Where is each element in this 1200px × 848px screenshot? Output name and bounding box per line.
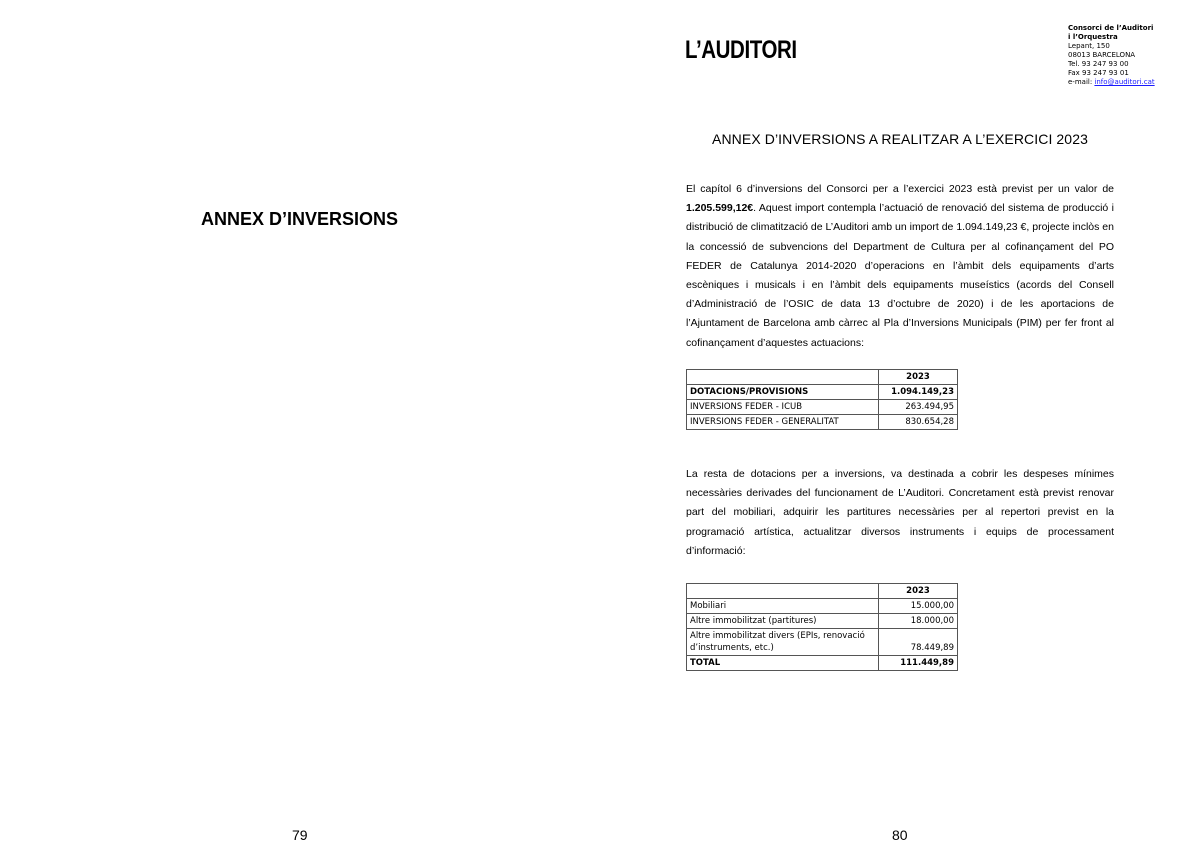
row-label: TOTAL xyxy=(687,656,879,671)
row-value: 263.494,95 xyxy=(879,400,958,415)
document-heading: ANNEX D’INVERSIONS A REALITZAR A L’EXERCICI 2023 xyxy=(712,131,1088,147)
email-label: e-mail: xyxy=(1068,78,1095,86)
row-value: 18.000,00 xyxy=(879,614,958,629)
total-amount: 1.205.599,12€ xyxy=(686,202,754,215)
row-label: INVERSIONS FEDER - GENERALITAT xyxy=(687,415,879,430)
paragraph-capital-investment xyxy=(686,180,1114,353)
paragraph-remaining-investments: La resta de dotacions per a inversions, va destinada a cobrir les despeses mínimes necessàries derivades del funcionament de L’Auditori. Concretament està previst renovar part del mobiliari, adquirir les partitures necessàries per al repertori previst en la programació artística, actualitzar diversos instruments i equips de processament d’informació: xyxy=(686,468,1114,557)
table-header-row xyxy=(687,370,958,385)
table-row xyxy=(687,629,958,656)
table-row xyxy=(687,415,958,430)
row-label: INVERSIONS FEDER - ICUB xyxy=(687,400,879,415)
contact-block xyxy=(1068,24,1155,87)
table-header-cell xyxy=(687,370,879,385)
table-row xyxy=(687,614,958,629)
row-label: Mobiliari xyxy=(687,599,879,614)
row-value: 15.000,00 xyxy=(879,599,958,614)
fax: Fax 93 247 93 01 xyxy=(1068,69,1129,77)
row-label: DOTACIONS/PROVISIONS xyxy=(687,385,879,400)
page-number-right: 80 xyxy=(892,827,908,843)
paragraph1-before: El capítol 6 d’inversions del Consorci per a l’exercici 2023 està previst per un valor de xyxy=(686,183,1114,195)
row-label: Altre immobilitzat (partitures) xyxy=(687,614,879,629)
row-label-line2: d’instruments, etc.) xyxy=(690,643,774,653)
table-total-row xyxy=(687,656,958,671)
row-value: 1.094.149,23 xyxy=(879,385,958,400)
right-page xyxy=(600,0,1200,848)
year-header: 2023 xyxy=(879,584,958,599)
row-label-line1: Altre immobilitzat divers (EPIs, renovació xyxy=(690,631,865,641)
city: 08013 BARCELONA xyxy=(1068,51,1136,59)
paragraph1-after: . Aquest import contempla l’actuació de renovació del sistema de producció i distribució de climatització de L’Auditori amb un import de 1.094.149,23 €, projecte inclòs en la concessió de subvencions del Department de Cultura per al cofinançament del PO FEDER de Catalunya 2014-2020 d’operacions en l’àmbit dels equipaments d’arts escèniques i musicals i en l’àmbit dels equipaments museístics (acords del Consell d’Administració de l’OSIC de data 13 d’octubre de 2020) i de les aportacions de l’Ajuntament de Barcelona amb càrrec al Pla d’Inversions Municipals (PIM) per fer front al cofinançament d’aquestes actuacions: xyxy=(686,202,1114,349)
telephone: Tel. 93 247 93 00 xyxy=(1068,60,1129,68)
investment-table xyxy=(686,369,958,430)
section-title: ANNEX D’INVERSIONS xyxy=(201,209,399,229)
year-header: 2023 xyxy=(879,370,958,385)
page-number-left: 79 xyxy=(292,827,308,843)
table-row xyxy=(687,599,958,614)
other-investments-table xyxy=(686,583,958,671)
address: Lepant, 150 xyxy=(1068,42,1110,50)
table-row xyxy=(687,385,958,400)
row-value: 111.449,89 xyxy=(879,656,958,671)
table-row xyxy=(687,400,958,415)
row-value: 830.654,28 xyxy=(879,415,958,430)
table-header-row xyxy=(687,584,958,599)
org-name-line2: i l’Orquestra xyxy=(1068,33,1118,41)
email-line xyxy=(1068,78,1155,87)
row-value: 78.449,89 xyxy=(879,629,958,656)
auditori-logo: L’AUDITORI xyxy=(685,36,797,64)
row-label xyxy=(687,629,879,656)
table-header-cell xyxy=(687,584,879,599)
email-link[interactable]: info@auditori.cat xyxy=(1094,78,1155,86)
org-name-line1: Consorci de l’Auditori xyxy=(1068,24,1154,32)
